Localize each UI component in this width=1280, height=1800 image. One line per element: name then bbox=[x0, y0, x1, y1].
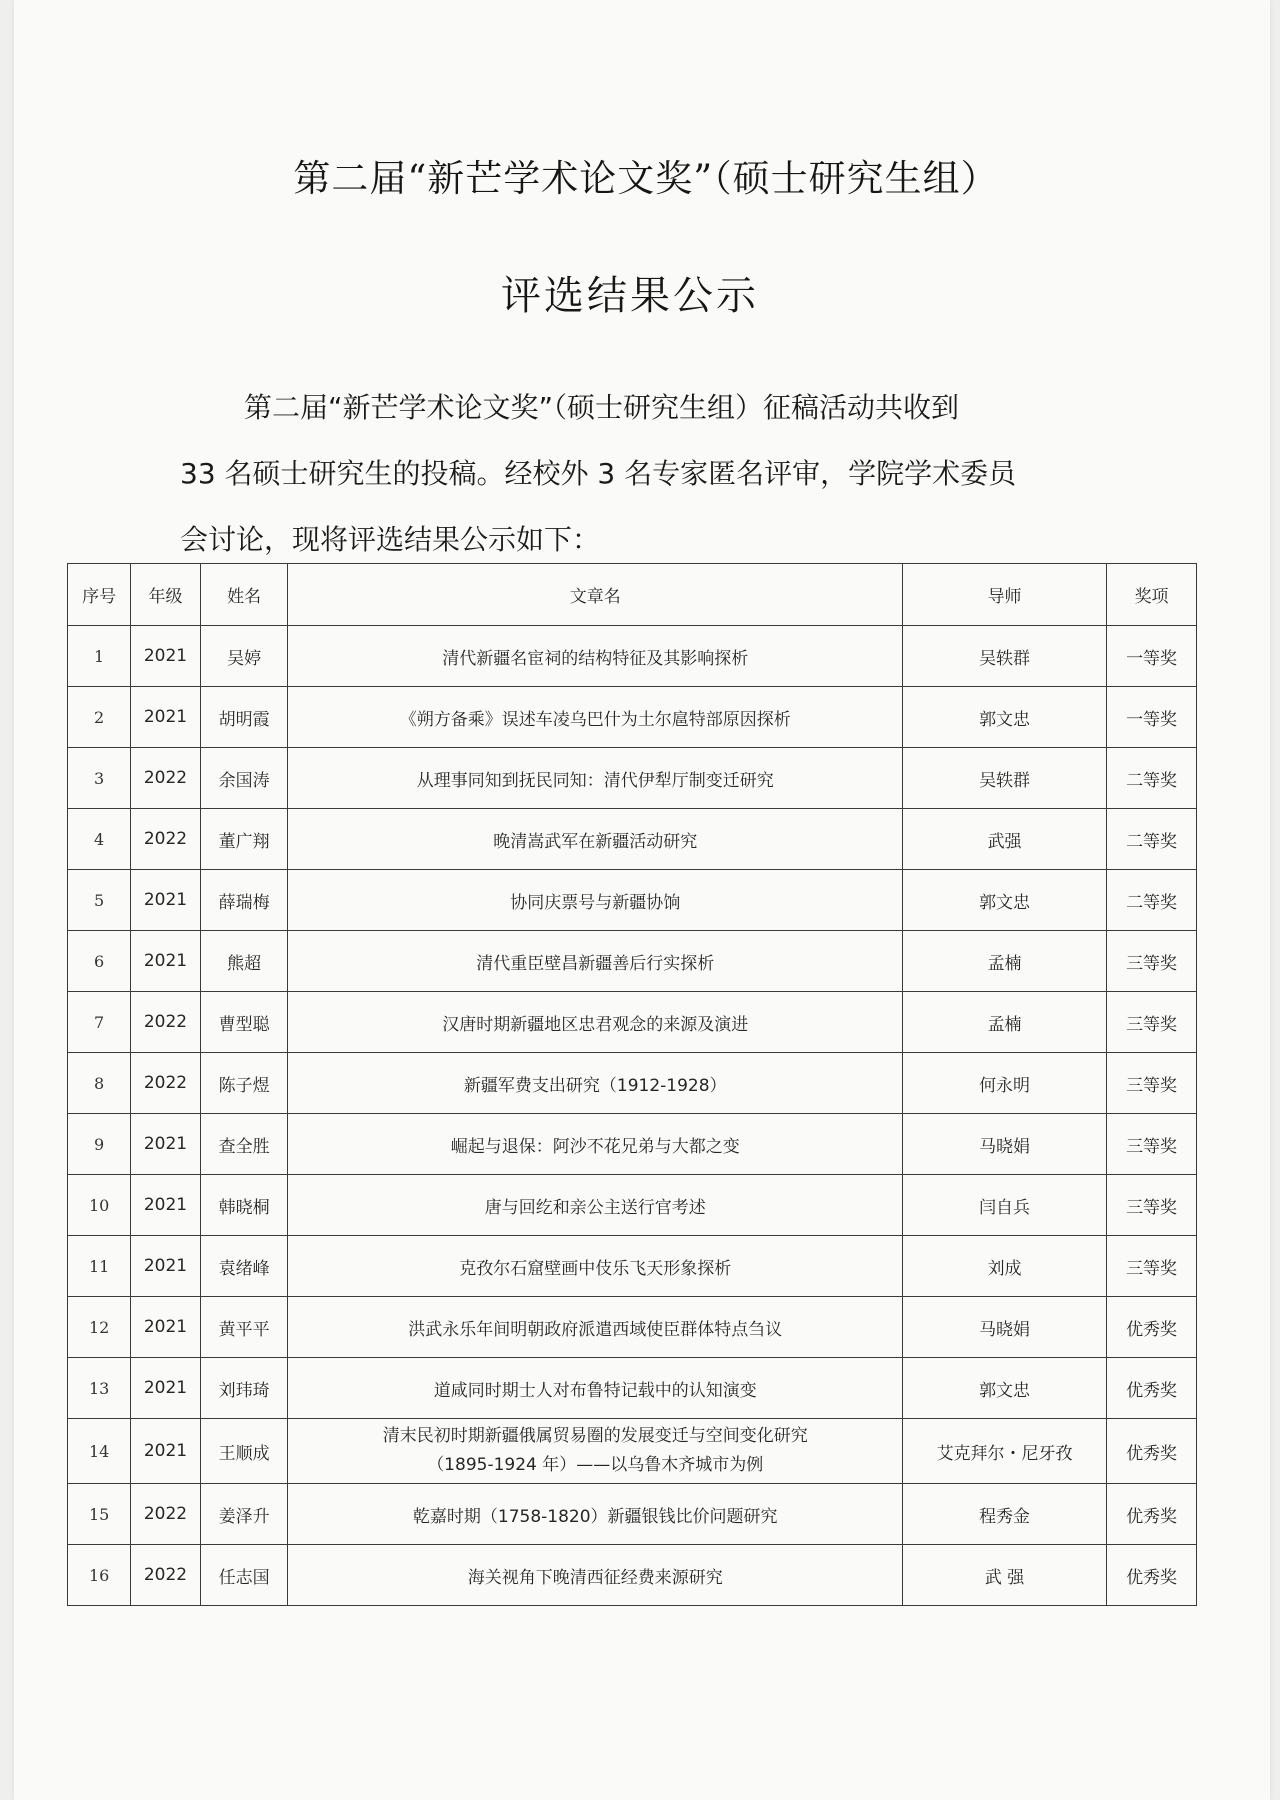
cell-advisor: 郭文忠 bbox=[902, 687, 1106, 748]
cell-title: 崛起与退保：阿沙不花兄弟与大都之变 bbox=[288, 1114, 903, 1175]
cell-name: 曹型聪 bbox=[200, 992, 288, 1053]
cell-advisor: 刘成 bbox=[902, 1236, 1106, 1297]
cell-no: 16 bbox=[68, 1545, 131, 1606]
intro-line bbox=[180, 375, 1080, 441]
cell-advisor: 马晓娟 bbox=[902, 1114, 1106, 1175]
cell-award: 优秀奖 bbox=[1107, 1297, 1197, 1358]
cell-award: 优秀奖 bbox=[1107, 1419, 1197, 1484]
cell-grade: 2021 bbox=[131, 870, 200, 931]
cell-grade: 2022 bbox=[131, 1484, 200, 1545]
cell-no: 13 bbox=[68, 1358, 131, 1419]
cell-name: 袁绪峰 bbox=[200, 1236, 288, 1297]
cell-grade: 2021 bbox=[131, 626, 200, 687]
cell-title bbox=[288, 1419, 903, 1484]
header-advisor: 导师 bbox=[902, 564, 1106, 626]
intro-paragraph bbox=[180, 375, 1080, 573]
cell-award: 二等奖 bbox=[1107, 748, 1197, 809]
table-row bbox=[68, 626, 1197, 687]
cell-advisor: 艾克拜尔・尼牙孜 bbox=[902, 1419, 1106, 1484]
cell-award: 优秀奖 bbox=[1107, 1545, 1197, 1606]
cell-no: 6 bbox=[68, 931, 131, 992]
cell-title-line: （1895-1924 年）——以乌鲁木齐城市为例 bbox=[427, 1455, 764, 1475]
cell-no: 1 bbox=[68, 626, 131, 687]
cell-no: 8 bbox=[68, 1053, 131, 1114]
intro-line: 33 名硕士研究生的投稿。经校外 3 名专家匿名评审，学院学术委员 bbox=[180, 457, 1017, 490]
header-award: 奖项 bbox=[1107, 564, 1197, 626]
cell-award: 三等奖 bbox=[1107, 992, 1197, 1053]
cell-advisor: 何永明 bbox=[902, 1053, 1106, 1114]
document-title: 第二届“新芒学术论文奖”（硕士研究生组） bbox=[293, 157, 999, 200]
cell-grade: 2021 bbox=[131, 1236, 200, 1297]
cell-award: 三等奖 bbox=[1107, 931, 1197, 992]
header-grade: 年级 bbox=[131, 564, 200, 626]
cell-award: 二等奖 bbox=[1107, 870, 1197, 931]
cell-name: 胡明霞 bbox=[200, 687, 288, 748]
cell-title: 乾嘉时期（1758-1820）新疆银钱比价问题研究 bbox=[288, 1484, 903, 1545]
table-row bbox=[68, 1114, 1197, 1175]
cell-name: 韩晓桐 bbox=[200, 1175, 288, 1236]
cell-title: 唐与回纥和亲公主送行官考述 bbox=[288, 1175, 903, 1236]
cell-grade: 2021 bbox=[131, 931, 200, 992]
table-row bbox=[68, 1297, 1197, 1358]
cell-advisor: 武 强 bbox=[902, 1545, 1106, 1606]
cell-grade: 2021 bbox=[131, 1358, 200, 1419]
cell-title: 新疆军费支出研究（1912-1928） bbox=[288, 1053, 903, 1114]
cell-name: 刘玮琦 bbox=[200, 1358, 288, 1419]
cell-name: 吴婷 bbox=[200, 626, 288, 687]
table-row bbox=[68, 931, 1197, 992]
cell-advisor: 吴轶群 bbox=[902, 748, 1106, 809]
cell-title: 汉唐时期新疆地区忠君观念的来源及演进 bbox=[288, 992, 903, 1053]
cell-grade: 2021 bbox=[131, 1419, 200, 1484]
cell-no: 4 bbox=[68, 809, 131, 870]
cell-advisor: 郭文忠 bbox=[902, 1358, 1106, 1419]
cell-title-line: 清末民初时期新疆俄属贸易圈的发展变迁与空间变化研究 bbox=[382, 1426, 808, 1446]
cell-award: 二等奖 bbox=[1107, 809, 1197, 870]
cell-award: 三等奖 bbox=[1107, 1114, 1197, 1175]
cell-advisor: 吴轶群 bbox=[902, 626, 1106, 687]
table-row bbox=[68, 1484, 1197, 1545]
table-row bbox=[68, 687, 1197, 748]
cell-award: 优秀奖 bbox=[1107, 1358, 1197, 1419]
cell-grade: 2021 bbox=[131, 687, 200, 748]
cell-title: 道咸同时期士人对布鲁特记载中的认知演变 bbox=[288, 1358, 903, 1419]
cell-name: 董广翔 bbox=[200, 809, 288, 870]
cell-grade: 2022 bbox=[131, 809, 200, 870]
cell-name: 陈子煜 bbox=[200, 1053, 288, 1114]
table-row bbox=[68, 1236, 1197, 1297]
cell-advisor: 孟楠 bbox=[902, 992, 1106, 1053]
cell-title: 《朔方备乘》误述车凌乌巴什为土尔扈特部原因探析 bbox=[288, 687, 903, 748]
cell-grade: 2021 bbox=[131, 1114, 200, 1175]
cell-name: 熊超 bbox=[200, 931, 288, 992]
cell-no: 15 bbox=[68, 1484, 131, 1545]
cell-no: 14 bbox=[68, 1419, 131, 1484]
results-table bbox=[67, 563, 1197, 1606]
cell-name: 任志国 bbox=[200, 1545, 288, 1606]
document-subtitle: 评选结果公示 bbox=[501, 273, 759, 319]
cell-award: 三等奖 bbox=[1107, 1236, 1197, 1297]
cell-title: 协同庆票号与新疆协饷 bbox=[288, 870, 903, 931]
table-row bbox=[68, 1358, 1197, 1419]
header-name: 姓名 bbox=[200, 564, 288, 626]
cell-name: 薛瑞梅 bbox=[200, 870, 288, 931]
cell-grade: 2021 bbox=[131, 1297, 200, 1358]
cell-title: 海关视角下晚清西征经费来源研究 bbox=[288, 1545, 903, 1606]
cell-grade: 2022 bbox=[131, 1545, 200, 1606]
cell-grade: 2022 bbox=[131, 992, 200, 1053]
cell-grade: 2022 bbox=[131, 748, 200, 809]
cell-title: 从理事同知到抚民同知：清代伊犁厅制变迁研究 bbox=[288, 748, 903, 809]
cell-advisor: 程秀金 bbox=[902, 1484, 1106, 1545]
cell-grade: 2021 bbox=[131, 1175, 200, 1236]
cell-award: 优秀奖 bbox=[1107, 1484, 1197, 1545]
table-row bbox=[68, 1545, 1197, 1606]
cell-no: 2 bbox=[68, 687, 131, 748]
table-row bbox=[68, 1419, 1197, 1484]
table-header-row bbox=[68, 564, 1197, 626]
cell-award: 一等奖 bbox=[1107, 687, 1197, 748]
table-row bbox=[68, 1053, 1197, 1114]
cell-no: 7 bbox=[68, 992, 131, 1053]
table-row bbox=[68, 1175, 1197, 1236]
cell-title: 克孜尔石窟壁画中伎乐飞天形象探析 bbox=[288, 1236, 903, 1297]
cell-award: 一等奖 bbox=[1107, 626, 1197, 687]
cell-title: 清代重臣壁昌新疆善后行实探析 bbox=[288, 931, 903, 992]
intro-text-1: 第二届“新芒学术论文奖”（硕士研究生组）征稿活动共收到 bbox=[244, 391, 960, 424]
cell-advisor: 武强 bbox=[902, 809, 1106, 870]
header-no: 序号 bbox=[68, 564, 131, 626]
cell-no: 10 bbox=[68, 1175, 131, 1236]
cell-advisor: 郭文忠 bbox=[902, 870, 1106, 931]
cell-title: 晚清嵩武军在新疆活动研究 bbox=[288, 809, 903, 870]
cell-award: 三等奖 bbox=[1107, 1053, 1197, 1114]
cell-grade: 2022 bbox=[131, 1053, 200, 1114]
table-row bbox=[68, 809, 1197, 870]
cell-title: 洪武永乐年间明朝政府派遣西域使臣群体特点刍议 bbox=[288, 1297, 903, 1358]
cell-no: 12 bbox=[68, 1297, 131, 1358]
cell-name: 姜泽升 bbox=[200, 1484, 288, 1545]
table-row bbox=[68, 870, 1197, 931]
cell-award: 三等奖 bbox=[1107, 1175, 1197, 1236]
cell-advisor: 闫自兵 bbox=[902, 1175, 1106, 1236]
cell-name: 查全胜 bbox=[200, 1114, 288, 1175]
cell-no: 3 bbox=[68, 748, 131, 809]
cell-name: 王顺成 bbox=[200, 1419, 288, 1484]
cell-no: 11 bbox=[68, 1236, 131, 1297]
header-title: 文章名 bbox=[288, 564, 903, 626]
cell-advisor: 孟楠 bbox=[902, 931, 1106, 992]
cell-no: 9 bbox=[68, 1114, 131, 1175]
cell-name: 黄平平 bbox=[200, 1297, 288, 1358]
table-row bbox=[68, 748, 1197, 809]
intro-line: 会讨论，现将评选结果公示如下： bbox=[180, 523, 601, 556]
cell-no: 5 bbox=[68, 870, 131, 931]
cell-title: 清代新疆名宦祠的结构特征及其影响探析 bbox=[288, 626, 903, 687]
table-row bbox=[68, 992, 1197, 1053]
cell-name: 余国涛 bbox=[200, 748, 288, 809]
cell-advisor: 马晓娟 bbox=[902, 1297, 1106, 1358]
